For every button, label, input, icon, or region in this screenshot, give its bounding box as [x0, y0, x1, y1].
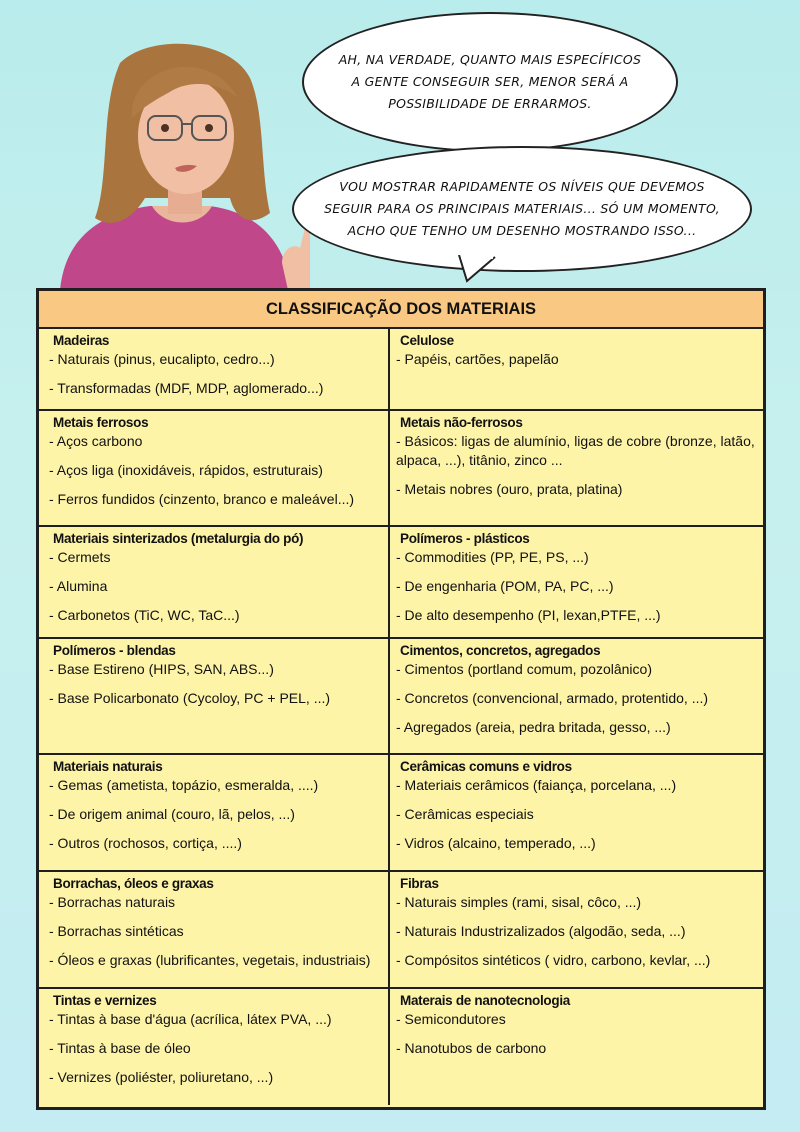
category-cell	[390, 755, 763, 872]
category-item-list	[396, 660, 757, 737]
category-item: - Ferros fundidos (cinzento, branco e maleável...)	[49, 491, 355, 507]
category-title: Cerâmicas comuns e vidros	[400, 759, 572, 774]
category-item: - Concretos (convencional, armado, protentido, ...)	[396, 690, 709, 706]
category-title: Fibras	[400, 876, 439, 891]
bubble-top-line-1: AH, NA VERDADE, QUANTO MAIS ESPECÍFICOS	[338, 52, 642, 67]
category-item: - Aços liga (inoxidáveis, rápidos, estruturais)	[49, 462, 323, 478]
category-item-list	[49, 660, 382, 708]
category-item-list	[49, 893, 382, 970]
category-title: Tintas e vernizes	[53, 993, 157, 1008]
speech-bubble-tail	[455, 255, 505, 285]
category-item: - Naturais Industrizalizados (algodão, seda, ...)	[396, 923, 686, 939]
bubble-top-line-3: POSSIBILIDADE DE ERRARMOS.	[388, 96, 592, 111]
bubble-bottom-line-1: VOU MOSTRAR RAPIDAMENTE OS NÍVEIS QUE DEVEMOS	[339, 179, 705, 194]
category-item: - Borrachas naturais	[49, 894, 176, 910]
category-item: - Aços carbono	[49, 433, 143, 449]
category-item: - Alumina	[49, 578, 108, 594]
category-cell	[39, 411, 390, 527]
category-title: Metais ferrosos	[53, 415, 149, 430]
category-title: Metais não-ferrosos	[400, 415, 523, 430]
category-item-list	[396, 1010, 757, 1058]
category-item: - Outros (rochosos, cortiça, ....)	[49, 835, 242, 851]
woman-with-glasses-illustration	[60, 38, 310, 290]
category-item: - Base Estireno (HIPS, SAN, ABS...)	[49, 661, 274, 677]
category-item: - Agregados (areia, pedra britada, gesso, ...)	[396, 719, 671, 735]
category-cell	[390, 872, 763, 989]
category-cell	[39, 329, 390, 411]
category-item-list	[396, 432, 757, 499]
category-item: - Naturais (pinus, eucalipto, cedro...)	[49, 351, 275, 367]
category-item-list	[49, 776, 382, 853]
category-cell	[390, 989, 763, 1105]
category-item-list	[396, 548, 757, 625]
category-item: - Base Policarbonato (Cycoloy, PC + PEL, ...)	[49, 690, 331, 706]
category-item: - Cimentos (portland comum, pozolânico)	[396, 661, 652, 677]
category-item: - Commodities (PP, PE, PS, ...)	[396, 549, 589, 565]
table-title: CLASSIFICAÇÃO DOS MATERIAIS	[39, 291, 763, 329]
category-title: Celulose	[400, 333, 454, 348]
category-cell	[390, 527, 763, 639]
classification-grid	[39, 329, 763, 1105]
bubble-top-line-2: A GENTE CONSEGUIR SER, MENOR SERÁ A	[351, 74, 629, 89]
bubble-bottom-line-2: SEGUIR PARA OS PRINCIPAIS MATERIAIS... SÓ UM MOMENTO,	[324, 201, 720, 216]
category-item: - Tintas à base d'água (acrílica, látex PVA, ...)	[49, 1011, 332, 1027]
category-item: - Carbonetos (TiC, WC, TaC...)	[49, 607, 240, 623]
category-item: - Materiais cerâmicos (faiança, porcelana, ...)	[396, 777, 677, 793]
category-item: - Compósitos sintéticos ( vidro, carbono, kevlar, ...)	[396, 952, 711, 968]
category-cell	[390, 329, 763, 411]
category-item: - De alto desempenho (PI, lexan,PTFE, ...)	[396, 607, 661, 623]
category-title: Polímeros - plásticos	[400, 531, 530, 546]
category-cell	[39, 872, 390, 989]
category-cell	[39, 527, 390, 639]
category-item-list	[49, 432, 382, 509]
materials-classification-table	[36, 288, 766, 1110]
category-item: - Metais nobres (ouro, prata, platina)	[396, 481, 623, 497]
category-item: - Nanotubos de carbono	[396, 1040, 547, 1056]
category-title: Madeiras	[53, 333, 110, 348]
speech-bubble-top	[302, 12, 678, 152]
category-item: - Transformadas (MDF, MDP, aglomerado...)	[49, 380, 324, 396]
category-cell	[39, 755, 390, 872]
category-cell	[39, 639, 390, 755]
category-title: Borrachas, óleos e graxas	[53, 876, 214, 891]
category-item: - Borrachas sintéticas	[49, 923, 184, 939]
category-item-list	[49, 350, 382, 398]
category-title: Materiais sinterizados (metalurgia do pó)	[53, 531, 304, 546]
category-item: - De engenharia (POM, PA, PC, ...)	[396, 578, 614, 594]
category-item: - Vernizes (poliéster, poliuretano, ...)	[49, 1069, 274, 1085]
category-title: Cimentos, concretos, agregados	[400, 643, 601, 658]
category-item-list	[396, 893, 757, 970]
category-cell	[390, 639, 763, 755]
category-item: - Papéis, cartões, papelão	[396, 351, 559, 367]
category-item: - Vidros (alcaino, temperado, ...)	[396, 835, 596, 851]
category-title: Polímeros - blendas	[53, 643, 176, 658]
category-item: - De origem animal (couro, lã, pelos, ...)	[49, 806, 295, 822]
category-item: - Naturais simples (rami, sisal, côco, ...)	[396, 894, 642, 910]
category-item-list	[396, 776, 757, 853]
category-title: Materais de nanotecnologia	[400, 993, 570, 1008]
category-cell	[390, 411, 763, 527]
category-item-list	[396, 350, 757, 369]
bubble-bottom-line-3: ACHO QUE TENHO UM DESENHO MOSTRANDO ISSO...	[347, 223, 697, 238]
category-item: - Básicos: ligas de alumínio, ligas de cobre (bronze, latão, alpaca, ...), titânio, zinco ...	[396, 433, 755, 468]
category-item-list	[49, 1010, 382, 1087]
category-item: - Tintas à base de óleo	[49, 1040, 191, 1056]
category-item: - Cerâmicas especiais	[396, 806, 534, 822]
category-item: - Gemas (ametista, topázio, esmeralda, ....)	[49, 777, 319, 793]
category-item: - Semicondutores	[396, 1011, 506, 1027]
category-title: Materiais naturais	[53, 759, 163, 774]
category-item: - Óleos e graxas (lubrificantes, vegetais, industriais)	[49, 952, 371, 968]
category-item-list	[49, 548, 382, 625]
speech-bubble-bottom	[292, 146, 752, 272]
category-cell	[39, 989, 390, 1105]
category-item: - Cermets	[49, 549, 111, 565]
